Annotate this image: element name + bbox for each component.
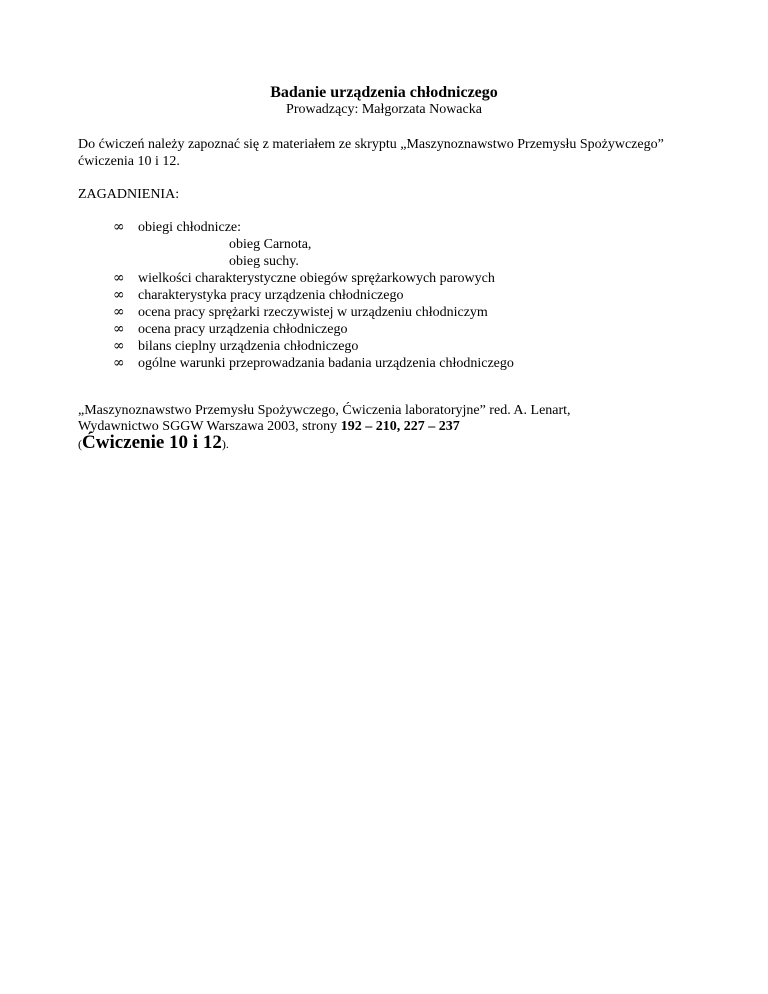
document-title: Badanie urządzenia chłodniczego: [270, 84, 498, 101]
reference-paragraph: [78, 403, 698, 453]
sub-list-item: [78, 253, 718, 270]
list-item: [78, 338, 718, 355]
infinity-bullet-icon: ∞: [113, 355, 125, 371]
list-item-text: ogólne warunki przeprowadzania badania urządzenia chłodniczego: [138, 356, 514, 371]
infinity-bullet-icon: ∞: [113, 270, 125, 286]
infinity-bullet-icon: ∞: [113, 304, 125, 320]
list-item-text: ocena pracy sprężarki rzeczywistej w urządzeniu chłodniczym: [138, 305, 488, 320]
list-item-text: bilans cieplny urządzenia chłodniczego: [138, 339, 359, 354]
lecturer-line: Prowadzący: Małgorzata Nowacka: [286, 102, 482, 117]
open-paren: (: [78, 437, 82, 451]
section-heading: ZAGADNIENIA:: [78, 187, 180, 202]
reference-line-3: [78, 432, 698, 453]
list-item: [78, 321, 718, 338]
infinity-bullet-icon: ∞: [113, 219, 125, 235]
list-item-text: obieg Carnota,: [229, 237, 312, 252]
list-item: [78, 355, 718, 372]
sub-list-item: [78, 236, 718, 253]
list-item-text: obiegi chłodnicze:: [138, 220, 242, 235]
list-item: [78, 270, 718, 287]
list-item-text: wielkości charakterystyczne obiegów sprężarkowych parowych: [138, 271, 495, 286]
close-paren: ).: [221, 437, 229, 451]
list-item: [78, 304, 718, 321]
infinity-bullet-icon: ∞: [113, 321, 125, 337]
list-item-text: charakterystyka pracy urządzenia chłodniczego: [138, 288, 404, 303]
list-item-text: obieg suchy.: [229, 254, 299, 269]
reference-publisher: Wydawnictwo SGGW Warszawa 2003, strony: [78, 419, 341, 434]
infinity-bullet-icon: ∞: [113, 338, 125, 354]
list-item-text: ocena pracy urządzenia chłodniczego: [138, 322, 348, 337]
intro-paragraph: Do ćwiczeń należy zapoznać się z materiałem ze skryptu „Maszynoznawstwo Przemysłu Spożywczego” ćwiczenia 10 i 12.: [78, 137, 664, 169]
list-item: [78, 219, 718, 236]
reference-pages: 192 – 210, 227 – 237: [340, 419, 460, 434]
topic-list: [78, 219, 718, 372]
list-item: [78, 287, 718, 304]
reference-line-1: „Maszynoznawstwo Przemysłu Spożywczego, Ćwiczenia laboratoryjne” red. A. Lenart,: [78, 403, 571, 418]
infinity-bullet-icon: ∞: [113, 287, 125, 303]
exercise-numbers: Ćwiczenie 10 i 12: [82, 432, 222, 453]
